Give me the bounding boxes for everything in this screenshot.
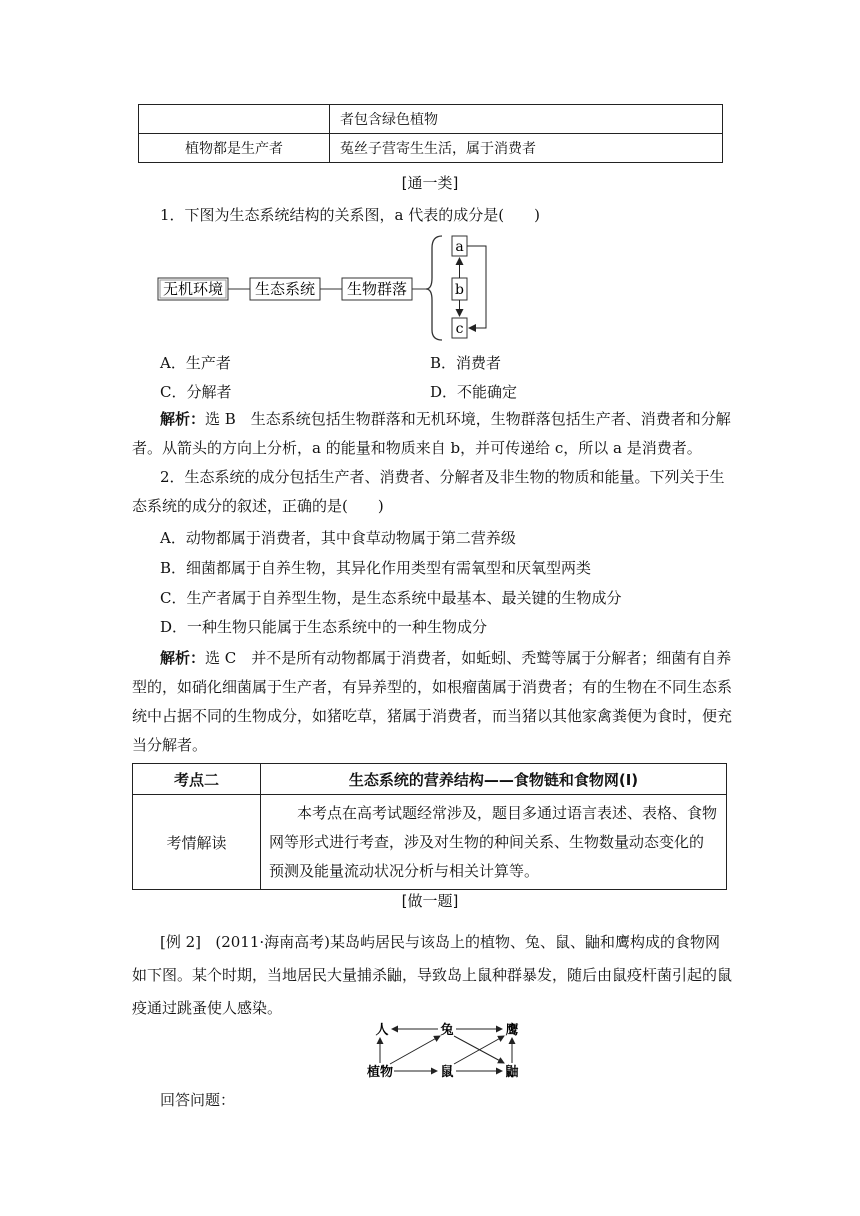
q1-option-b: B．消费者 — [430, 354, 502, 372]
svg-text:a: a — [455, 239, 464, 255]
node-a — [452, 236, 467, 256]
analysis-text: 选 C 并不是所有动物都属于消费者，如蚯蚓、秃鹫等属于分解者；细菌有自养型的，如硝化细菌属于生产者，有异养型的，如根瘤菌属于消费者；有的生物在不同生态系统中占据不同的生物成分，如猪吃草，猪属于消费者，而当猪以其他家禽粪便为食时，便充当分解者。 — [132, 649, 733, 754]
section-heading: [通一类] — [401, 174, 459, 192]
table-cell — [139, 105, 330, 134]
analysis-label: 解析： — [160, 649, 206, 667]
question-1-stem: 1．下图为生态系统结构的关系图，a 代表的成分是( ) — [160, 206, 540, 224]
topic-sub-label: 考情解读 — [133, 795, 261, 890]
curly-brace — [426, 236, 442, 340]
q1-analysis — [132, 405, 732, 463]
node-weasel: 鼬 — [505, 1065, 519, 1080]
svg-text:无机环境: 无机环境 — [162, 280, 224, 298]
node-human: 人 — [375, 1023, 389, 1038]
node-rabbit: 兔 — [440, 1023, 454, 1038]
svg-text:生态系统: 生态系统 — [254, 280, 316, 298]
question-2-stem: 2．生态系统的成分包括生产者、消费者、分解者及非生物的物质和能量。下列关于生态系统的成分的叙述，正确的是( ) — [132, 468, 725, 515]
section-heading: [做一题] — [401, 892, 459, 910]
topic-title: 生态系统的营养结构——食物链和食物网(Ⅰ) — [261, 764, 727, 795]
q2-analysis — [132, 644, 732, 760]
arrow-a-to-c — [467, 246, 486, 328]
q1-option-c: C．分解者 — [160, 383, 232, 401]
top-table — [138, 104, 723, 163]
q1-option-d: D．不能确定 — [430, 383, 518, 401]
food-web-diagram — [360, 1018, 535, 1082]
table-row — [139, 105, 723, 134]
table-cell: 菟丝子营寄生生活，属于消费者 — [330, 134, 723, 163]
svg-text:生物群落: 生物群落 — [346, 280, 408, 298]
table-row — [139, 134, 723, 163]
example-source: (2011·海南高考) — [215, 933, 330, 951]
node-hawk: 鹰 — [505, 1023, 519, 1038]
diagram-box-community — [342, 278, 412, 300]
svg-text:c: c — [455, 321, 464, 337]
example-2-text — [132, 926, 732, 1025]
q2-option-a: A．动物都属于消费者，其中食草动物属于第二营养级 — [160, 529, 516, 547]
topic-content: 本考点在高考试题经常涉及，题目多通过语言表述、表格、食物网等形式进行考查，涉及对生物的种间关系、生物数量动态变化的预测及能量流动状况分析与相关计算等。 — [261, 795, 727, 890]
node-b — [452, 278, 467, 300]
arrow-plant-to-rabbit — [390, 1036, 440, 1064]
q2-option-c: C．生产者属于自养型生物，是生态系统中最基本、最关键的生物成分 — [160, 589, 622, 607]
topic-table — [132, 763, 727, 890]
svg-text:b: b — [455, 282, 464, 298]
diagram-box-inorganic — [158, 278, 228, 300]
example-body: 某岛屿居民与该岛上的植物、兔、鼠、鼬和鹰构成的食物网如下图。某个时期，当地居民大量捕杀鼬，导致岛上鼠种群暴发，随后由鼠疫杆菌引起的鼠疫通过跳蚤使人感染。 — [132, 933, 733, 1017]
table-cell: 者包含绿色植物 — [330, 105, 723, 134]
table-row — [133, 764, 727, 795]
analysis-label: 解析： — [160, 410, 206, 428]
node-mouse: 鼠 — [440, 1065, 454, 1080]
node-plant: 植物 — [366, 1065, 394, 1080]
ecosystem-structure-diagram — [150, 232, 500, 342]
topic-label: 考点二 — [133, 764, 261, 795]
example-label: [例 2] — [160, 933, 202, 951]
q2-option-d: D．一种生物只能属于生态系统中的一种生物成分 — [160, 618, 488, 636]
diagram-box-ecosystem — [250, 278, 320, 300]
q2-option-b: B．细菌都属于自养生物，其异化作用类型有需氧型和厌氧型两类 — [160, 559, 592, 577]
q1-option-a: A．生产者 — [160, 354, 231, 372]
table-cell: 植物都是生产者 — [139, 134, 330, 163]
node-c — [452, 318, 467, 338]
analysis-text: 选 B 生态系统包括生物群落和无机环境，生物群落包括生产者、消费者和分解者。从箭头的方向上分析，a 的能量和物质来自 b，并可传递给 c，所以 a 是消费者。 — [132, 410, 731, 457]
table-row — [133, 795, 727, 890]
answer-prompt: 回答问题： — [160, 1091, 236, 1109]
